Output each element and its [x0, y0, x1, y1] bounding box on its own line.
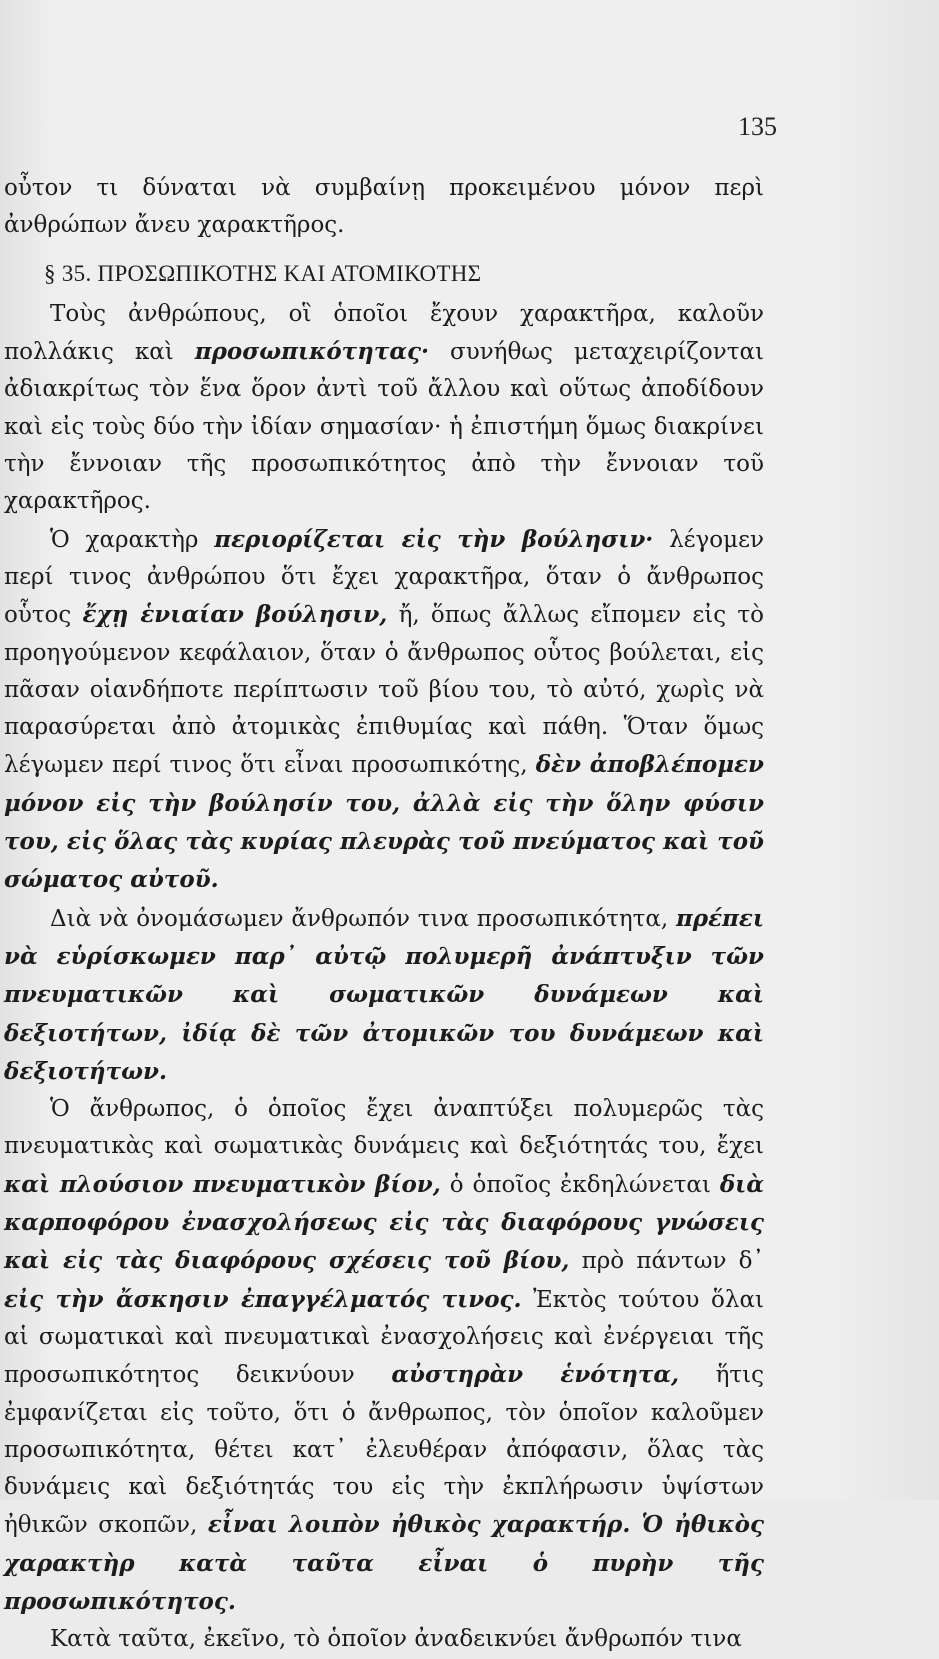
text-run: λέγομεν περί τινος ἀνθρώπου ὅτι ἔχει χαρακτῆρα, ὅταν ὁ ἄνθρωπος οὗτος	[4, 526, 764, 629]
section-heading	[4, 255, 764, 292]
text-run: Ὁ ἄνθρωπος, ὁ ὁποῖος ἔχει ἀναπτύξει πολυμερῶς τὰς πνευματικὰς καὶ σωματικὰς δυνάμεις καὶ δεξιότητάς του, ἔχει	[4, 1096, 764, 1160]
text-run: ὁ ὁποῖος ἐκδηλώνεται	[440, 1171, 720, 1198]
emphasized-text: ἔχῃ ἑνιαίαν βούλησιν,	[82, 601, 388, 629]
paragraph	[4, 296, 764, 521]
text-run: οὖτον τι δύναται νὰ συμβαίνῃ προκειμένου μόνον περὶ ἀνθρώπων ἄνευ χαρακτῆρος.	[4, 175, 764, 239]
emphasized-text: εἶναι λοιπὸν ἠθικὸς χαρακτήρ. Ὁ ἠθικὸς χαρακτὴρ κατὰ ταῦτα εἶναι ὁ πυρὴν τῆς προσωπικότητος.	[4, 1511, 764, 1615]
text-run: ἥτις ἐμφανίζεται εἰς τοῦτο, ὅτι ὁ ἄνθρωπος, τὸν ὁποῖον καλοῦμεν προσωπικότητα, θέτει κατ᾿ ἐλευθέραν ἀπόφασιν, ὅλας τὰς δυνάμεις καὶ δεξιότητάς του εἰς τὴν ἐκπλήρωσιν ὑψίστων ἠθικῶν σκοπῶν,	[4, 1362, 765, 1539]
text-run: Τοὺς ἀνθρώπους, οἳ ὁποῖοι ἔχουν χαρακτῆρα, καλοῦν πολλάκις καὶ	[4, 300, 764, 366]
paragraph	[4, 1091, 764, 1621]
paragraph	[4, 170, 764, 245]
paragraph	[4, 521, 764, 900]
emphasized-text: αὐστηρὰν ἑνότητα,	[391, 1361, 680, 1389]
text-run: ἤ, ὅπως ἄλλως εἴπομεν εἰς τὸ προηγούμενον κεφάλαιον, ὅταν ὁ ἄνθρωπος οὗτος βούλεται, εἰς πᾶσαν οἱανδήποτε περίπτωσιν τοῦ βίου του, τὸ αὐτό, χωρὶς νὰ παρασύρεται ἀπὸ ἀτομικὰς ἐπιθυμίας καὶ πάθη. Ὅταν ὅμως λέγωμεν περί τινος ὅτι εἶναι προσωπικότης,	[4, 602, 765, 779]
text-run: συνήθως μεταχειρίζονται ἀδιακρίτως τὸν ἕνα ὅρον ἀντὶ τοῦ ἄλλου καὶ οὕτως ἀποδίδουν καὶ εἰς τοὺς δύο τὴν ἰδίαν σημασίαν· ἡ ἐπιστήμη ὅμως διακρίνει τὴν ἔννοιαν τῆς προσωπικότητος ἀπὸ τὴν ἔννοιαν τοῦ χαρακτῆρος.	[4, 339, 764, 515]
text-run: πρὸ πάντων δ᾿	[569, 1248, 765, 1275]
text-run: Διὰ νὰ ὀνομάσωμεν ἄνθρωπόν τινα προσωπικότητα,	[50, 905, 676, 932]
page-text	[4, 170, 764, 1659]
paragraph	[4, 1621, 764, 1658]
emphasized-text: περιορίζεται εἰς τὴν βούλησιν·	[214, 525, 654, 553]
emphasized-text: πρέπει νὰ εὑρίσκωμεν παρ᾿ αὐτῷ πολυμερῆ ἀνάπτυξιν τῶν πνευματικῶν καὶ σωματικῶν δυνάμεων καὶ δεξιοτήτων, ἰδίᾳ δὲ τῶν ἀτομικῶν του δυνάμεων καὶ δεξιοτήτων.	[4, 904, 764, 1085]
paragraph	[4, 900, 764, 1091]
text-run: Ἐκτὸς τούτου ὅλαι αἱ σωματικαὶ καὶ πνευματικαὶ ἐνασχολήσεις καὶ ἐνέργειαι τῆς προσωπικότητος δεικνύουν	[4, 1286, 764, 1389]
text-run: Ὁ χαρακτὴρ	[50, 526, 215, 553]
emphasized-text: προσωπικότητας·	[194, 338, 430, 366]
text-run: Κατὰ ταῦτα, ἐκεῖνο, τὸ ὁποῖον ἀναδεικνύει ἄνθρωπόν τινα	[50, 1626, 742, 1653]
emphasized-text: καὶ πλούσιον πνευματικὸν βίον,	[4, 1170, 441, 1198]
page-number: 135	[738, 112, 777, 141]
emphasized-text: δὲν ἀποβλέπομεν μόνον εἰς τὴν βούλησίν του, ἀλλὰ εἰς τὴν ὅλην φύσιν του, εἰς ὅλας τὰς κυρίας πλευρὰς τοῦ πνεύματος καὶ τοῦ σώματος αὐτοῦ.	[4, 751, 765, 894]
text-run: § 35. ΠΡΟΣΩΠΙΚΟΤΗΣ ΚΑΙ ΑΤΟΜΙΚΟΤΗΣ	[44, 260, 482, 286]
emphasized-text: εἰς τὴν ἄσκησιν ἐπαγγέλματός τινος.	[4, 1285, 522, 1313]
emphasized-text: διὰ καρποφόρου ἐνασχολήσεως εἰς τὰς διαφόρους γνώσεις καὶ εἰς τὰς διαφόρους σχέσεις τοῦ βίου,	[4, 1170, 765, 1275]
spacer	[4, 245, 764, 255]
